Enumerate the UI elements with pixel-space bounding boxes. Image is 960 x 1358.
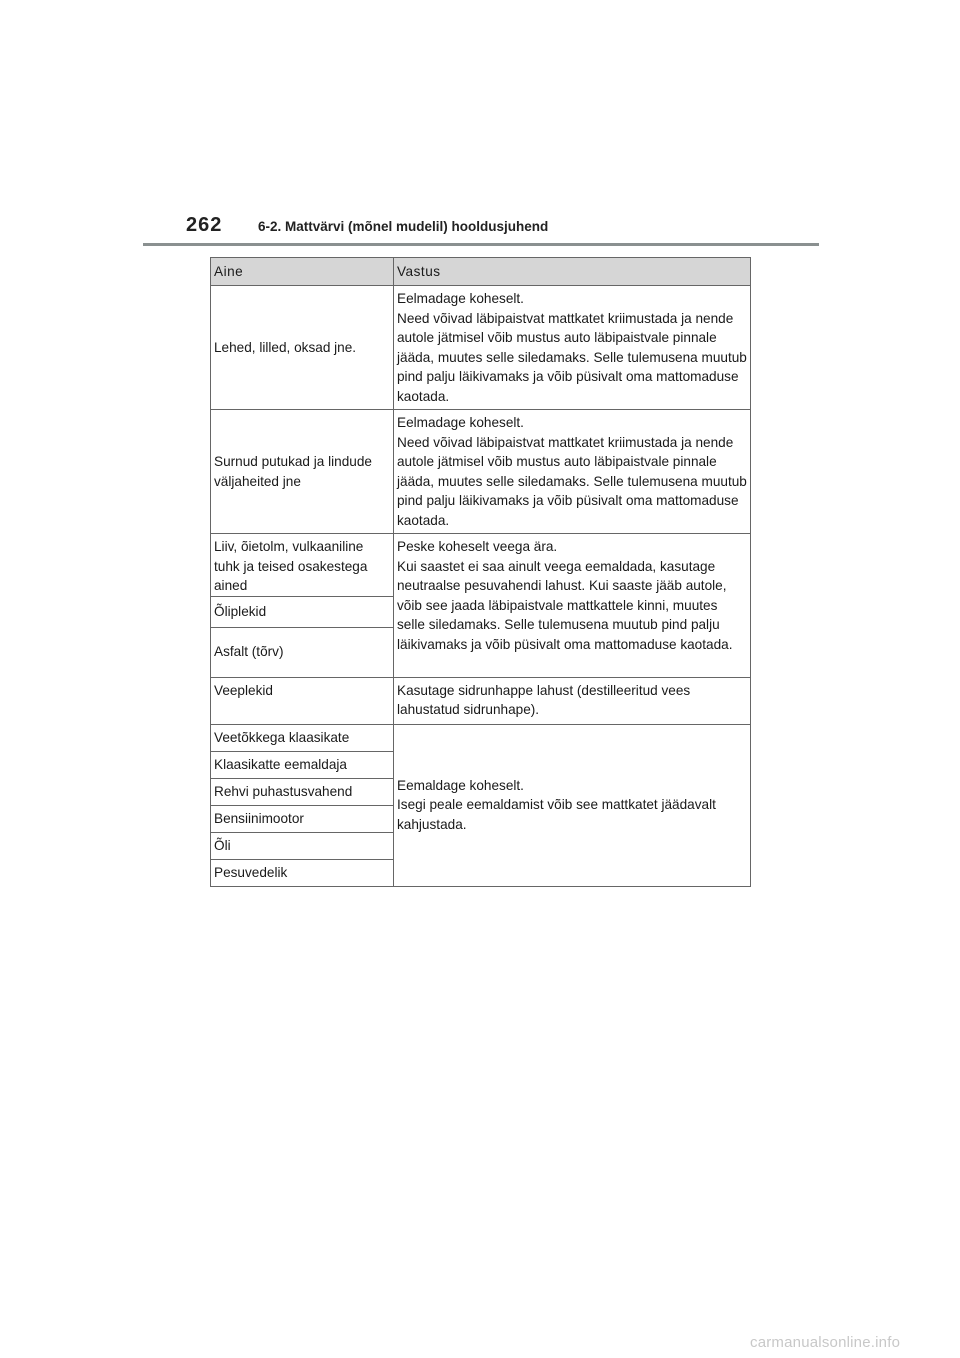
table-row (211, 724, 751, 751)
section-title: 6-2. Mattvärvi (mõnel mudelil) hooldusjuhend (258, 219, 549, 234)
substance-cell: Klaasikatte eemaldaja (211, 751, 394, 778)
watermark-text[interactable]: carmanualsonline.info (750, 1334, 901, 1351)
header-divider (143, 243, 819, 246)
column-header-substance: Aine (211, 258, 394, 286)
substance-cell: Pesuvedelik (211, 859, 394, 886)
substance-cell: Õliplekid (211, 596, 394, 627)
substance-cell: Surnud putukad ja lindude väljaheited jne (211, 410, 394, 534)
substance-cell: Lehed, lilled, oksad jne. (211, 286, 394, 410)
response-cell: Kasutage sidrunhappe lahust (destilleeritud vees lahustatud sidrunhape). (394, 677, 751, 724)
table-row (211, 286, 751, 410)
substance-cell: Asfalt (tõrv) (211, 627, 394, 677)
table-row (211, 410, 751, 534)
substance-cell: Veeplekid (211, 677, 394, 724)
table-row (211, 677, 751, 724)
response-cell: Eelmadage koheselt. Need võivad läbipaistvat mattkatet kriimustada ja nende autole jätmisel võib mustus auto läbipaistvale pinnale jääda, muutes selle siledamaks. Selle tulemusena muutub pind palju läikivamaks ja võib püsivalt oma mattomaduse kaotada. (394, 410, 751, 534)
page-number: 262 (186, 214, 223, 236)
table-header-row (211, 258, 751, 286)
substance-cell: Veetõkkega klaasikate (211, 724, 394, 751)
care-table (210, 257, 751, 887)
substance-cell: Õli (211, 832, 394, 859)
substance-cell: Liiv, õietolm, vulkaaniline tuhk ja teised osakestega ained (211, 534, 394, 597)
column-header-response: Vastus (394, 258, 751, 286)
response-cell: Eelmadage koheselt. Need võivad läbipaistvat mattkatet kriimustada ja nende autole jätmisel võib mustus auto läbipaistvale pinnale jääda, muutes selle siledamaks. Selle tulemusena muutub pind palju läikivamaks ja võib püsivalt oma mattomaduse kaotada. (394, 286, 751, 410)
response-cell: Peske koheselt veega ära. Kui saastet ei saa ainult veega eemaldada, kasutage neutraalse pesuvahendi lahust. Kui saaste jääb autole, võib see jaada läbipaistvale mattkattele kinni, muutes selle siledamaks. Selle tulemusena muutub pind palju läikivamaks ja võib püsivalt oma mattomaduse kaotada. (394, 534, 751, 678)
response-cell: Eemaldage koheselt. Isegi peale eemaldamist võib see mattkatet jäädavalt kahjustada. (394, 724, 751, 886)
substance-cell: Rehvi puhastusvahend (211, 778, 394, 805)
substance-cell: Bensiinimootor (211, 805, 394, 832)
table-row (211, 534, 751, 597)
